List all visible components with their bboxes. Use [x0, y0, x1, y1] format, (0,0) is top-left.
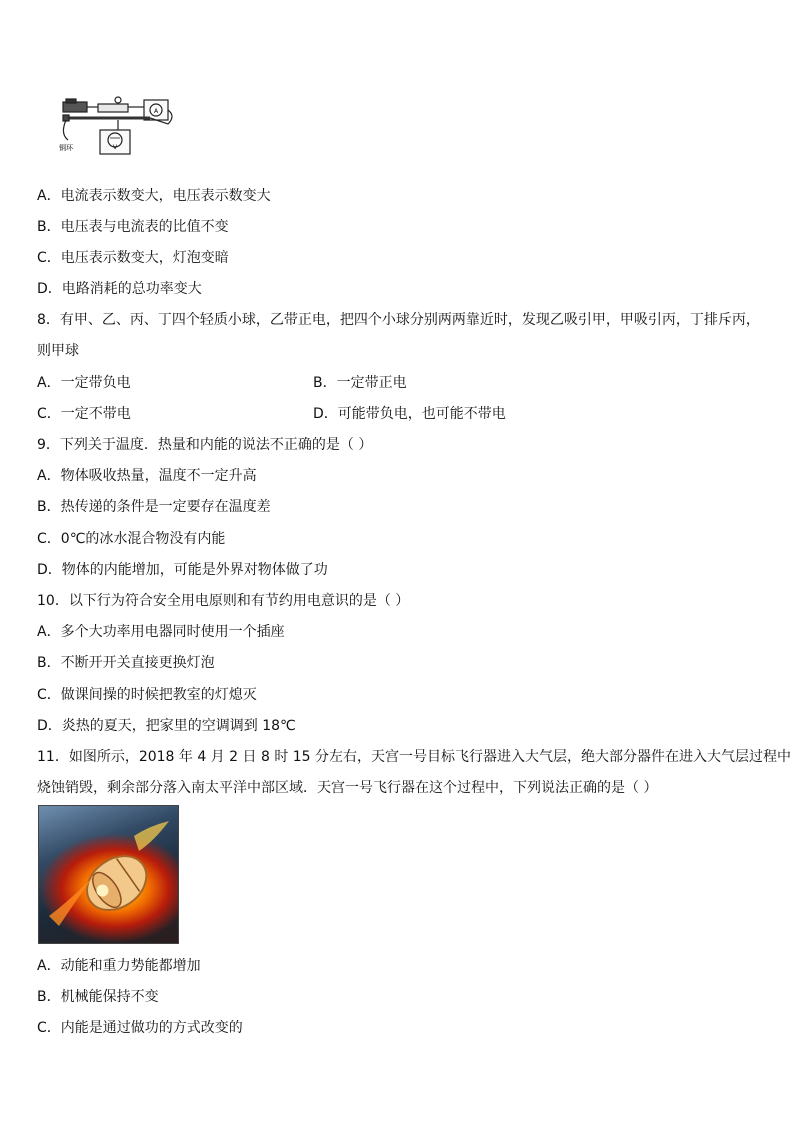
option-text: 电路消耗的总功率变大: [61, 281, 202, 297]
option-label: A．: [37, 188, 61, 204]
option-text: 炎热的夏天，把家里的空调调到 18℃: [61, 718, 296, 734]
q10-option-a: [37, 623, 285, 641]
q9-stem: 9．下列关于温度．热量和内能的说法不正确的是（ ）: [37, 437, 373, 453]
q8-option-a: [37, 374, 131, 392]
option-label: B．: [313, 375, 337, 391]
option-text: 不断开开关直接更换灯泡: [60, 655, 215, 671]
q8-stem-line1: 8．有甲、乙、丙、丁四个轻质小球，乙带正电，把四个小球分别两两靠近时，发现乙吸引甲，甲吸引丙，丁排斥丙，: [37, 312, 760, 328]
option-text: 做课间操的时候把教室的灯熄灭: [60, 687, 257, 703]
q10-stem: 10．以下行为符合安全用电原则和有节约用电意识的是（ ）: [37, 593, 410, 609]
option-text: 多个大功率用电器同时使用一个插座: [60, 624, 285, 640]
option-label: A．: [37, 624, 61, 640]
q11-option-c: [37, 1019, 243, 1037]
option-label: C．: [37, 250, 61, 266]
q11-option-a: [37, 957, 201, 975]
option-text: 一定带正电: [336, 375, 407, 391]
option-label: B．: [37, 989, 61, 1005]
q8-option-d: [313, 405, 506, 423]
voltmeter-label: V: [112, 144, 118, 151]
option-text: 物体的内能增加，可能是外界对物体做了功: [61, 562, 328, 578]
option-text: 热传递的条件是一定要存在温度差: [60, 499, 271, 515]
q7-option-b: [37, 218, 229, 236]
ammeter-label: A: [153, 108, 159, 115]
q11-stem-line2: 烧蚀销毁，剩余部分落入南太平洋中部区域．天宫一号飞行器在这个过程中，下列说法正确的是（ ）: [37, 780, 658, 796]
option-text: 电流表示数变大，电压表示数变大: [60, 188, 271, 204]
reentry-illustration: [39, 806, 179, 944]
option-label: B．: [37, 499, 61, 515]
q10-option-d: [37, 717, 296, 735]
option-text: 可能带负电，也可能不带电: [337, 406, 506, 422]
option-text: 0℃的冰水混合物没有内能: [60, 531, 226, 547]
option-label: C．: [37, 531, 61, 547]
q7-option-c: [37, 249, 229, 267]
option-label: D．: [37, 718, 62, 734]
option-label: A．: [37, 958, 61, 974]
option-label: A．: [37, 468, 61, 484]
q8-stem-line2: 则甲球: [37, 343, 79, 359]
copper-ring-label: 铜环: [59, 144, 73, 152]
option-label: C．: [37, 406, 61, 422]
q9-option-d: [37, 561, 328, 579]
option-text: 电压表示数变大，灯泡变暗: [60, 250, 229, 266]
q10-option-c: [37, 686, 257, 704]
circuit-figure: [58, 94, 178, 160]
option-text: 一定带负电: [60, 375, 131, 391]
option-label: D．: [37, 562, 62, 578]
q9-option-b: [37, 498, 271, 516]
q11-option-b: [37, 988, 159, 1006]
option-label: A．: [37, 375, 61, 391]
option-text: 电压表与电流表的比值不变: [60, 219, 229, 235]
q11-stem-line1: 11．如图所示，2018 年 4 月 2 日 8 时 15 分左右，天宫一号目标飞行器进入大气层，绝大部分器件在进入大气层过程中: [37, 749, 792, 765]
option-label: D．: [313, 406, 338, 422]
q8-option-b: [313, 374, 407, 392]
option-text: 内能是通过做功的方式改变的: [60, 1020, 243, 1036]
option-text: 动能和重力势能都增加: [60, 958, 201, 974]
spacecraft-reentry-image: [38, 805, 179, 944]
option-label: C．: [37, 687, 61, 703]
option-text: 机械能保持不变: [60, 989, 159, 1005]
q10-option-b: [37, 654, 215, 672]
option-text: 一定不带电: [60, 406, 131, 422]
q7-option-a: [37, 187, 271, 205]
q8-option-c: [37, 405, 131, 423]
option-label: D．: [37, 281, 62, 297]
option-text: 物体吸收热量，温度不一定升高: [60, 468, 257, 484]
q9-option-c: [37, 530, 225, 548]
q7-option-d: [37, 280, 202, 298]
q9-option-a: [37, 467, 257, 485]
option-label: B．: [37, 655, 61, 671]
option-label: C．: [37, 1020, 61, 1036]
option-label: B．: [37, 219, 61, 235]
